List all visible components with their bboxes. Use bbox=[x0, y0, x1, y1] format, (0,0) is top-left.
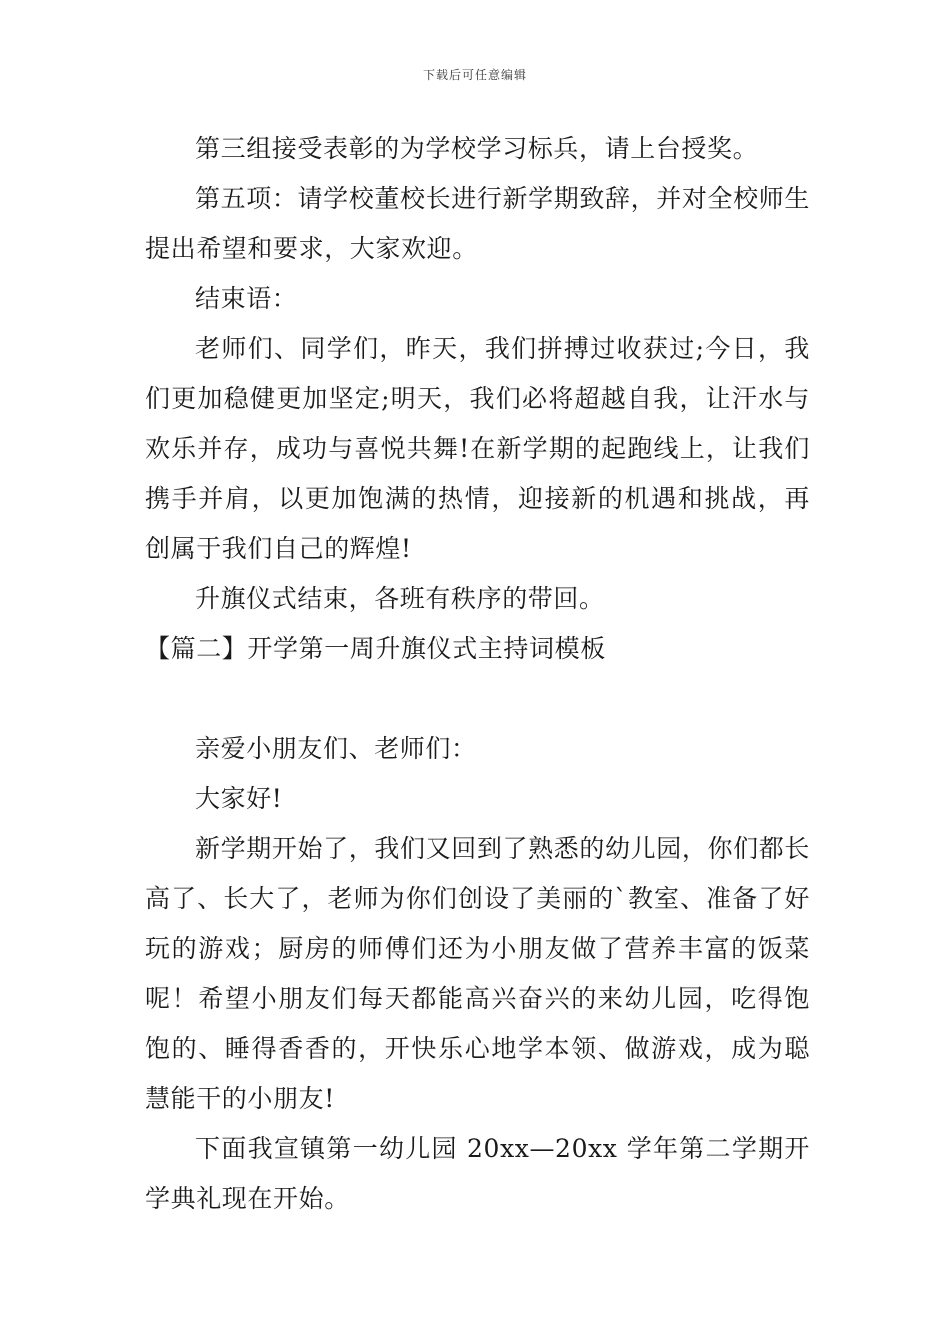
paragraph-ceremony-start: 下面我宣镇第一幼儿园 20xx—20xx 学年第二学期开学典礼现在开始。 bbox=[145, 1134, 810, 1213]
paragraph-new-semester: 新学期开始了，我们又回到了熟悉的幼儿园，你们都长高了、长大了，老师为你们创设了美丽的`教室、准备了好玩的游戏；厨房的师傅们还为小朋友做了营养丰富的饭菜呢！希望小朋友们每天都能高兴奋兴的来幼儿园，吃得饱饱的、睡得香香的，开快乐心地学本领、做游戏，成为聪慧能干的小朋友! bbox=[145, 834, 810, 1113]
paragraph-ceremony-end: 升旗仪式结束，各班有秩序的带回。 bbox=[195, 584, 605, 613]
section-title: 【篇二】开学第一周升旗仪式主持词模板 bbox=[145, 634, 606, 663]
document-body bbox=[145, 124, 810, 1224]
page-header: 下载后可任意编辑 bbox=[422, 68, 527, 82]
paragraph-principal-speech: 第五项：请学校董校长进行新学期致辞，并对全校师生提出希望和要求，大家欢迎。 bbox=[145, 184, 810, 263]
paragraph-closing-label: 结束语： bbox=[195, 284, 298, 313]
section-spacer bbox=[145, 674, 810, 724]
paragraph-award-students: 第三组接受表彰的为学校学习标兵，请上台授奖。 bbox=[195, 134, 759, 163]
paragraph-greeting-address: 亲爱小朋友们、老师们： bbox=[195, 734, 477, 763]
paragraph-closing-speech: 老师们、同学们，昨天，我们拼搏过收获过;今日，我们更加稳健更加坚定;明天，我们必将超越自我，让汗水与欢乐并存，成功与喜悦共舞!在新学期的起跑线上，让我们携手并肩，以更加饱满的热情，迎接新的机遇和挑战，再创属于我们自己的辉煌! bbox=[145, 334, 810, 563]
paragraph-greeting: 大家好! bbox=[195, 784, 283, 813]
